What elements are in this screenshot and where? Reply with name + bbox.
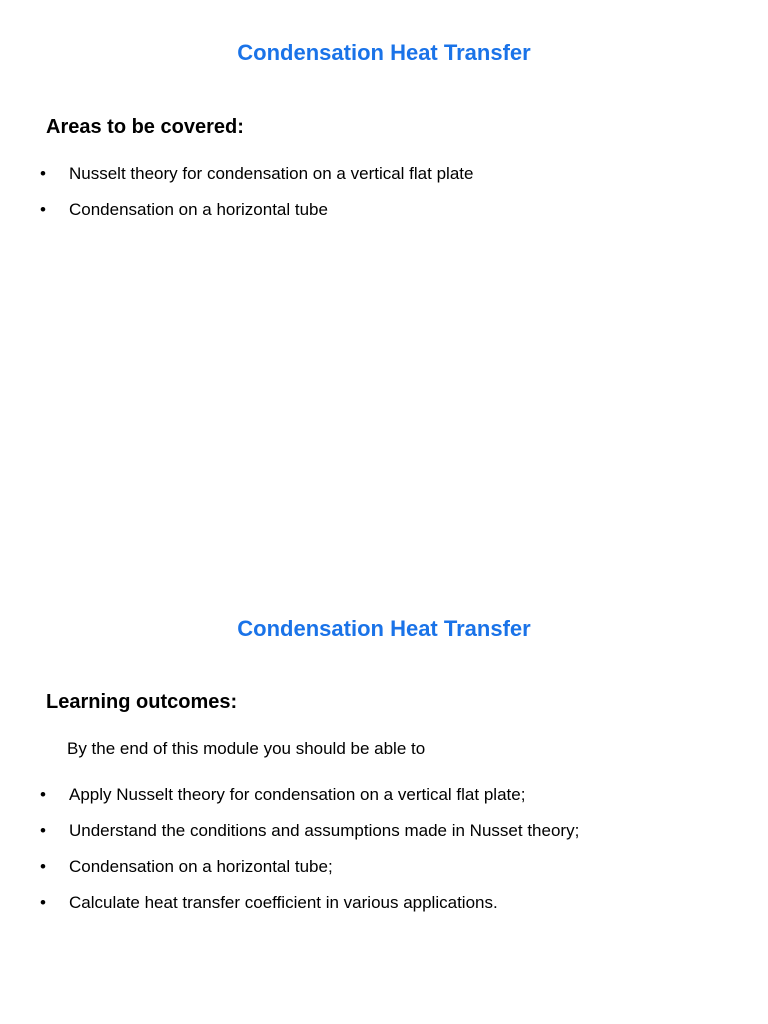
bullet-list (0, 784, 768, 928)
bullet-icon: • (40, 857, 46, 876)
list-item (0, 784, 768, 820)
list-item-text: Understand the conditions and assumptions made in Nusset theory; (69, 821, 580, 840)
list-item-text: Calculate heat transfer coefficient in various applications. (69, 893, 498, 912)
list-item-text: Nusselt theory for condensation on a vertical flat plate (69, 164, 474, 183)
list-item-text: Apply Nusselt theory for condensation on a vertical flat plate; (69, 785, 526, 804)
list-item (0, 892, 768, 928)
slide-title: Condensation Heat Transfer (237, 616, 531, 641)
intro-text: By the end of this module you should be able to (67, 739, 426, 758)
list-item (0, 199, 768, 235)
section-heading: Areas to be covered: (46, 116, 244, 138)
list-item (0, 820, 768, 856)
list-item (0, 856, 768, 892)
section-heading: Learning outcomes: (46, 691, 238, 713)
list-item (0, 163, 768, 199)
bullet-icon: • (40, 200, 46, 219)
slide-learning-outcomes (0, 576, 768, 1024)
slide-title: Condensation Heat Transfer (237, 40, 531, 65)
list-item-text: Condensation on a horizontal tube; (69, 857, 333, 876)
bullet-icon: • (40, 785, 46, 804)
bullet-icon: • (40, 164, 46, 183)
bullet-icon: • (40, 893, 46, 912)
bullet-list (0, 163, 768, 235)
bullet-icon: • (40, 821, 46, 840)
list-item-text: Condensation on a horizontal tube (69, 200, 328, 219)
